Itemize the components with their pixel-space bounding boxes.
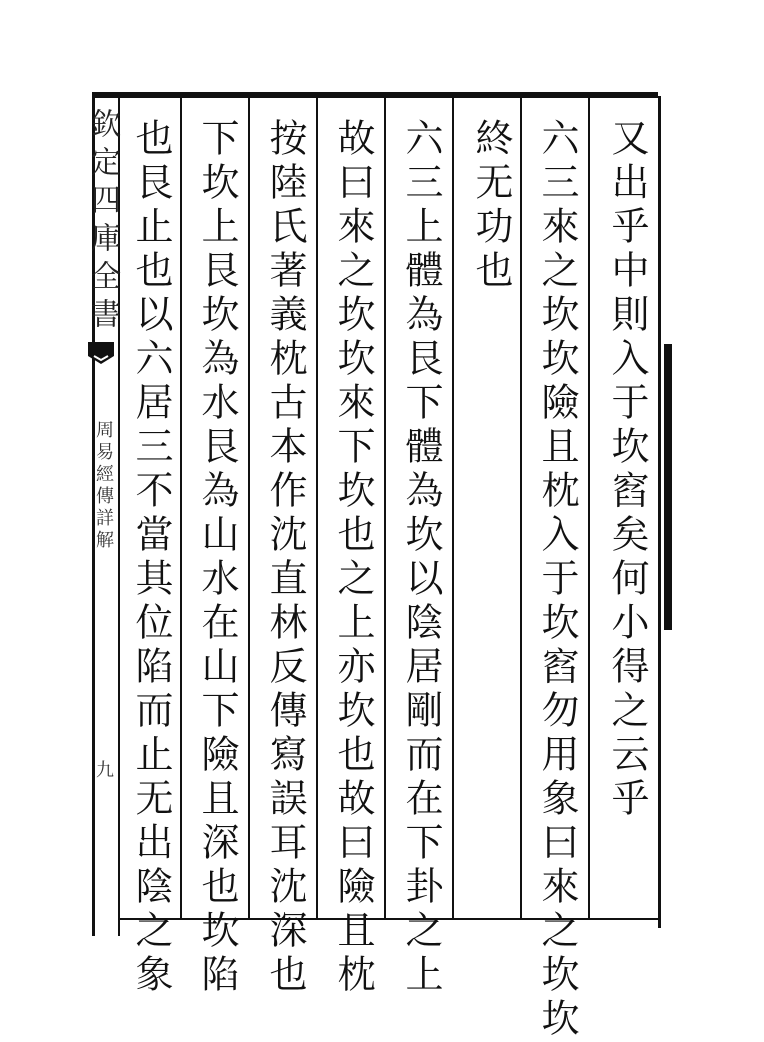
column-divider — [658, 96, 661, 928]
ink-mark — [664, 344, 672, 630]
column-divider — [248, 96, 250, 920]
text-column: 按陸氏著義枕古本作沈直林反傳寫誤耳沈深也 — [263, 118, 307, 998]
fishtail-mark — [86, 338, 116, 368]
column-divider — [588, 96, 590, 920]
text-column: 故曰來之坎坎來下坎也之上亦坎也故曰險且枕 — [331, 118, 375, 998]
frame-top-border — [92, 92, 658, 98]
column-divider — [316, 96, 318, 920]
book-title: 欽定四庫全書 — [85, 108, 120, 336]
section-title: 周易經傳詳解 — [93, 420, 114, 552]
text-column: 六三來之坎坎險且枕入于坎窞勿用象曰來之坎坎 — [535, 118, 579, 1042]
column-divider — [180, 96, 182, 920]
text-column: 終无功也 — [469, 118, 513, 294]
text-column: 下坎上艮坎為水艮為山水在山下險且深也坎陷 — [195, 118, 239, 998]
column-divider — [384, 96, 386, 920]
text-column: 也艮止也以六居三不當其位陷而止无出陰之象 — [129, 118, 173, 998]
column-divider — [452, 96, 454, 920]
text-column: 又出乎中則入于坎窞矣何小得之云乎 — [605, 118, 649, 822]
page-number: 九 — [93, 760, 114, 778]
column-divider — [520, 96, 522, 920]
text-column: 六三上體為艮下體為坎以陰居剛而在下卦之上 — [399, 118, 443, 998]
